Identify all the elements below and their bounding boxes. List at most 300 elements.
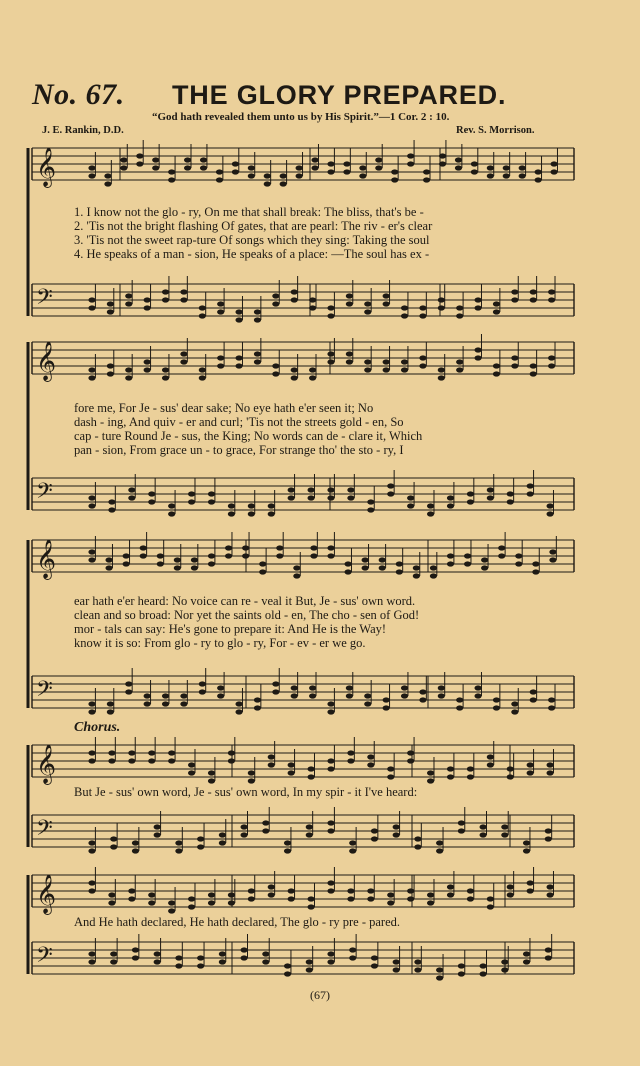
note-head <box>108 758 115 763</box>
note-head <box>199 689 206 694</box>
note-head <box>327 359 334 364</box>
note-head <box>284 848 291 853</box>
note-head <box>507 499 514 504</box>
note-head <box>307 896 314 901</box>
note-head <box>88 503 95 508</box>
note-head <box>107 371 114 376</box>
note-head <box>391 169 398 174</box>
note-head <box>225 545 232 550</box>
note-head <box>530 689 537 694</box>
note-head <box>242 553 249 558</box>
note-head <box>413 573 420 578</box>
note-head <box>364 367 371 372</box>
note-head <box>447 884 454 889</box>
note-head <box>110 836 117 841</box>
note-head <box>157 561 164 566</box>
note-head <box>128 896 135 901</box>
note-head <box>493 309 500 314</box>
note-head <box>456 697 463 702</box>
note-head <box>393 967 400 972</box>
note-head <box>474 297 481 302</box>
note-head <box>407 161 414 166</box>
note-head <box>168 900 175 905</box>
note-head <box>88 888 95 893</box>
note-head <box>197 836 204 841</box>
note-head <box>467 491 474 496</box>
note-head <box>144 367 151 372</box>
note-head <box>288 770 295 775</box>
note-head <box>511 701 518 706</box>
note-head <box>474 347 481 352</box>
bass-clef-icon: 𝄢 <box>36 677 53 707</box>
note-head <box>208 770 215 775</box>
note-head <box>327 553 334 558</box>
note-head <box>511 363 518 368</box>
note-head <box>436 975 443 980</box>
note-head <box>550 161 557 166</box>
note-head <box>549 549 556 554</box>
note-head <box>110 844 117 849</box>
note-head <box>349 947 356 952</box>
note-head <box>487 904 494 909</box>
note-head <box>436 967 443 972</box>
note-head <box>132 848 139 853</box>
note-head <box>216 169 223 174</box>
note-head <box>199 681 206 686</box>
note-head <box>219 959 226 964</box>
note-head <box>132 947 139 952</box>
note-head <box>104 181 111 186</box>
note-head <box>254 351 261 356</box>
note-head <box>272 363 279 368</box>
note-head <box>367 896 374 901</box>
note-head <box>217 693 224 698</box>
note-head <box>407 896 414 901</box>
note-head <box>228 511 235 516</box>
note-head <box>474 355 481 360</box>
note-head <box>288 888 295 893</box>
note-head <box>507 774 514 779</box>
note-head <box>438 375 445 380</box>
note-head <box>523 848 530 853</box>
note-head <box>140 545 147 550</box>
note-head <box>511 355 518 360</box>
note-head <box>413 565 420 570</box>
note-head <box>548 705 555 710</box>
note-head <box>180 289 187 294</box>
note-head <box>455 165 462 170</box>
note-head <box>175 963 182 968</box>
composer-credit: Rev. S. Morrison. <box>456 125 535 136</box>
note-head <box>264 181 271 186</box>
note-head <box>148 900 155 905</box>
note-head <box>191 557 198 562</box>
note-head <box>375 157 382 162</box>
note-head <box>188 770 195 775</box>
note-head <box>479 963 486 968</box>
note-head <box>383 301 390 306</box>
note-head <box>235 709 242 714</box>
note-head <box>208 499 215 504</box>
note-head <box>120 165 127 170</box>
note-head <box>471 169 478 174</box>
note-head <box>414 959 421 964</box>
note-head <box>503 165 510 170</box>
note-head <box>467 766 474 771</box>
note-head <box>88 880 95 885</box>
note-head <box>148 491 155 496</box>
note-head <box>168 169 175 174</box>
note-head <box>344 569 351 574</box>
note-head <box>208 892 215 897</box>
note-head <box>379 557 386 562</box>
note-head <box>527 888 534 893</box>
note-head <box>447 553 454 558</box>
note-head <box>371 963 378 968</box>
note-head <box>447 503 454 508</box>
note-head <box>511 289 518 294</box>
lyric-line: clean and so broad: Nor yet the saints old - en, The cho - sen of God! <box>74 608 420 622</box>
note-head <box>199 305 206 310</box>
note-head <box>188 896 195 901</box>
note-head <box>123 561 130 566</box>
note-head <box>456 367 463 372</box>
note-head <box>414 967 421 972</box>
note-head <box>511 297 518 302</box>
note-head <box>88 951 95 956</box>
note-head <box>197 844 204 849</box>
note-head <box>248 888 255 893</box>
note-head <box>168 750 175 755</box>
note-head <box>272 681 279 686</box>
note-head <box>208 553 215 558</box>
note-head <box>174 557 181 562</box>
note-head <box>383 359 390 364</box>
note-head <box>240 824 247 829</box>
note-head <box>217 301 224 306</box>
note-head <box>262 959 269 964</box>
note-head <box>407 758 414 763</box>
note-head <box>228 503 235 508</box>
note-head <box>387 892 394 897</box>
note-head <box>346 693 353 698</box>
note-head <box>493 697 500 702</box>
bass-clef-icon: 𝄢 <box>36 816 53 846</box>
note-head <box>107 709 114 714</box>
note-head <box>347 750 354 755</box>
note-head <box>487 754 494 759</box>
note-head <box>125 689 132 694</box>
note-head <box>515 561 522 566</box>
note-head <box>264 173 271 178</box>
note-head <box>550 169 557 174</box>
note-head <box>276 553 283 558</box>
chorus-lyric-line: But Je - sus' own word, Je - sus' own word, In my spir - it I've heard: <box>74 785 418 799</box>
note-head <box>306 832 313 837</box>
treble-clef-icon: 𝄞 <box>36 147 57 187</box>
note-head <box>535 169 542 174</box>
treble-clef-icon: 𝄞 <box>36 341 57 381</box>
note-head <box>306 959 313 964</box>
note-head <box>120 157 127 162</box>
note-head <box>349 840 356 845</box>
note-head <box>108 892 115 897</box>
note-head <box>254 309 261 314</box>
note-head <box>535 177 542 182</box>
lyric-line: 3. 'Tis not the sweet rap-ture Of songs which they sing: Taking the soul <box>74 233 430 247</box>
note-head <box>242 545 249 550</box>
note-head <box>501 824 508 829</box>
note-head <box>162 693 169 698</box>
note-head <box>184 157 191 162</box>
lyric-line: 4. He speaks of a man - sion, He speaks of a place: —The soul has ex - <box>74 247 430 261</box>
note-head <box>393 959 400 964</box>
note-head <box>530 297 537 302</box>
note-head <box>309 375 316 380</box>
note-head <box>88 709 95 714</box>
note-head <box>401 367 408 372</box>
note-head <box>419 697 426 702</box>
note-head <box>88 848 95 853</box>
note-head <box>423 169 430 174</box>
note-head <box>546 511 553 516</box>
note-head <box>148 892 155 897</box>
note-head <box>367 754 374 759</box>
note-head <box>359 165 366 170</box>
note-head <box>144 305 151 310</box>
note-head <box>125 301 132 306</box>
note-head <box>347 495 354 500</box>
note-head <box>128 888 135 893</box>
note-head <box>259 569 266 574</box>
note-head <box>396 569 403 574</box>
note-head <box>240 955 247 960</box>
note-head <box>474 305 481 310</box>
note-head <box>288 896 295 901</box>
note-head <box>235 317 242 322</box>
note-head <box>393 824 400 829</box>
note-head <box>276 545 283 550</box>
note-head <box>379 565 386 570</box>
note-head <box>447 561 454 566</box>
note-head <box>503 173 510 178</box>
note-head <box>148 499 155 504</box>
note-head <box>88 750 95 755</box>
treble-clef-icon: 𝄞 <box>36 874 57 914</box>
note-head <box>493 363 500 368</box>
note-head <box>88 305 95 310</box>
note-head <box>346 351 353 356</box>
note-head <box>346 301 353 306</box>
note-head <box>310 553 317 558</box>
note-head <box>217 355 224 360</box>
lyric-line: 1. I know not the glo - ry, On me that shall break: The bliss, that's be - <box>74 205 424 219</box>
note-head <box>501 832 508 837</box>
note-head <box>458 963 465 968</box>
note-head <box>364 693 371 698</box>
note-head <box>467 499 474 504</box>
note-head <box>447 892 454 897</box>
note-head <box>456 313 463 318</box>
note-head <box>401 359 408 364</box>
note-head <box>219 832 226 837</box>
note-head <box>288 487 295 492</box>
note-head <box>487 762 494 767</box>
note-head <box>458 828 465 833</box>
note-head <box>284 971 291 976</box>
note-head <box>387 766 394 771</box>
note-head <box>546 762 553 767</box>
note-head <box>507 892 514 897</box>
note-head <box>447 766 454 771</box>
note-head <box>293 573 300 578</box>
note-head <box>107 309 114 314</box>
note-head <box>235 309 242 314</box>
note-head <box>346 359 353 364</box>
note-head <box>148 758 155 763</box>
note-head <box>527 880 534 885</box>
note-head <box>254 697 261 702</box>
note-head <box>88 495 95 500</box>
note-head <box>523 959 530 964</box>
note-head <box>347 888 354 893</box>
note-head <box>375 165 382 170</box>
note-head <box>154 951 161 956</box>
note-head <box>481 557 488 562</box>
note-head <box>110 959 117 964</box>
note-head <box>104 173 111 178</box>
note-head <box>367 762 374 767</box>
note-head <box>527 483 534 488</box>
note-head <box>548 697 555 702</box>
note-head <box>471 161 478 166</box>
note-head <box>191 565 198 570</box>
note-head <box>208 491 215 496</box>
note-head <box>487 487 494 492</box>
chorus-lyric-line: And He hath declared, He hath declared, The glo - ry pre - pared. <box>74 915 401 929</box>
note-head <box>501 967 508 972</box>
note-head <box>362 557 369 562</box>
note-head <box>188 762 195 767</box>
note-head <box>427 900 434 905</box>
note-head <box>128 758 135 763</box>
note-head <box>110 951 117 956</box>
note-head <box>362 565 369 570</box>
note-head <box>296 173 303 178</box>
note-head <box>545 955 552 960</box>
note-head <box>419 305 426 310</box>
note-head <box>364 301 371 306</box>
lyricist-credit: J. E. Rankin, D.D. <box>42 125 124 136</box>
note-head <box>371 836 378 841</box>
note-head <box>343 161 350 166</box>
note-head <box>268 762 275 767</box>
note-head <box>401 693 408 698</box>
note-head <box>162 289 169 294</box>
scripture-epigraph: “God hath revealed them unto us by His Spirit.”—1 Cor. 2 : 10. <box>152 111 450 123</box>
note-head <box>327 820 334 825</box>
note-head <box>387 483 394 488</box>
lyric-line: know it is so: From glo - ry to glo - ry, For - ev - er we go. <box>74 636 366 650</box>
note-head <box>168 908 175 913</box>
note-head <box>225 553 232 558</box>
note-head <box>284 840 291 845</box>
note-head <box>217 309 224 314</box>
note-head <box>240 832 247 837</box>
note-head <box>88 297 95 302</box>
note-head <box>88 367 95 372</box>
note-head <box>288 762 295 767</box>
note-head <box>180 693 187 698</box>
note-head <box>128 750 135 755</box>
note-head <box>479 824 486 829</box>
note-head <box>188 499 195 504</box>
note-head <box>291 693 298 698</box>
note-head <box>88 758 95 763</box>
note-head <box>527 491 534 496</box>
note-head <box>371 955 378 960</box>
note-head <box>479 971 486 976</box>
note-head <box>458 971 465 976</box>
note-head <box>549 557 556 562</box>
lyric-line: dash - ing, And quiv - er and curl; 'Tis not the streets gold - en, So <box>74 415 404 429</box>
note-head <box>347 487 354 492</box>
note-head <box>493 371 500 376</box>
lyric-line: mor - tals can say: He's gone to prepare it: And He is the Way! <box>74 622 387 636</box>
note-head <box>447 495 454 500</box>
note-head <box>208 561 215 566</box>
note-head <box>217 685 224 690</box>
note-head <box>439 153 446 158</box>
note-head <box>235 701 242 706</box>
note-head <box>291 367 298 372</box>
hymn-number: No. 67. <box>32 78 125 111</box>
note-head <box>88 165 95 170</box>
note-head <box>88 701 95 706</box>
note-head <box>306 824 313 829</box>
note-head <box>419 363 426 368</box>
note-head <box>268 892 275 897</box>
note-head <box>327 959 334 964</box>
note-head <box>546 503 553 508</box>
note-head <box>216 177 223 182</box>
note-head <box>132 955 139 960</box>
note-head <box>219 840 226 845</box>
note-head <box>144 297 151 302</box>
note-head <box>493 301 500 306</box>
note-head <box>430 565 437 570</box>
note-head <box>88 840 95 845</box>
note-head <box>248 770 255 775</box>
note-head <box>515 553 522 558</box>
note-head <box>162 297 169 302</box>
note-head <box>272 371 279 376</box>
note-head <box>481 565 488 570</box>
note-head <box>219 951 226 956</box>
note-head <box>197 963 204 968</box>
note-head <box>493 705 500 710</box>
note-head <box>327 545 334 550</box>
note-head <box>327 169 334 174</box>
note-head <box>268 884 275 889</box>
note-head <box>272 293 279 298</box>
note-head <box>447 774 454 779</box>
note-head <box>296 165 303 170</box>
note-head <box>455 157 462 162</box>
note-head <box>407 495 414 500</box>
note-head <box>414 836 421 841</box>
note-head <box>530 371 537 376</box>
